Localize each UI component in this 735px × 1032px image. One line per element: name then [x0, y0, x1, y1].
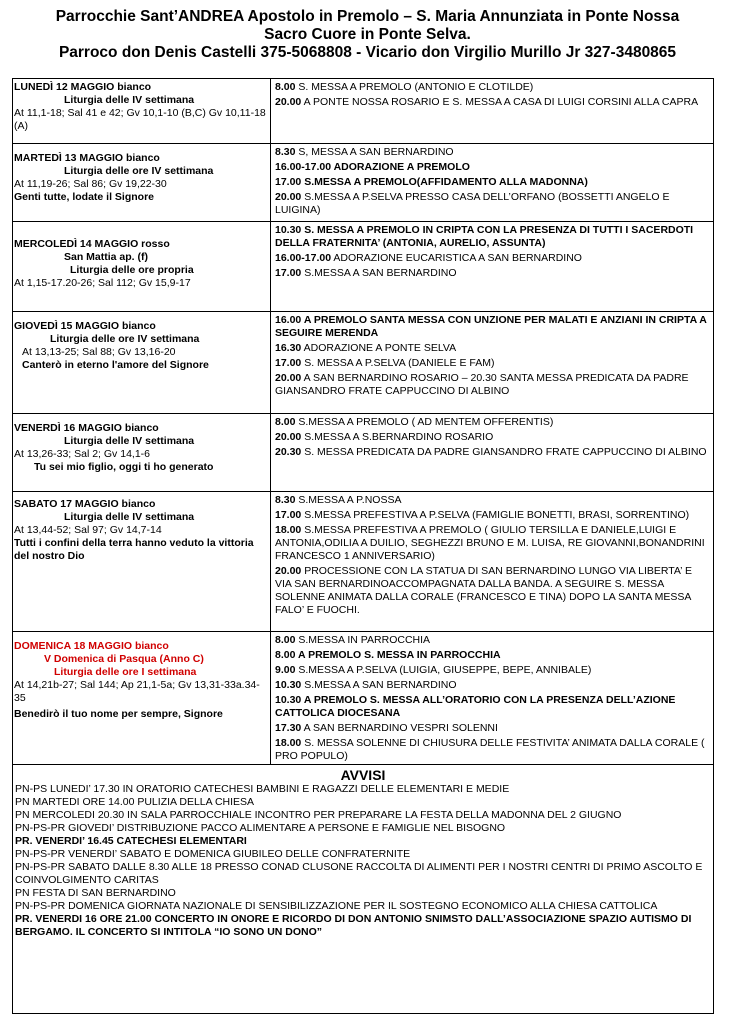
liturgy-week: Liturgia delle IV settimana	[64, 94, 195, 106]
event-text: ADORAZIONE A PONTE SELVA	[303, 342, 457, 354]
event-time: 17.30	[275, 722, 302, 734]
notice-item: PN FESTA DI SAN BERNARDINO	[15, 887, 176, 899]
event-time: 18.00	[275, 524, 302, 536]
readings: At 1,15-17.20-26; Sal 112; Gv 15,9-17	[14, 277, 191, 289]
event-time: 20.30	[275, 446, 302, 458]
day-row-friday	[13, 414, 713, 492]
day-row-thursday	[13, 312, 713, 414]
event-item	[275, 372, 709, 398]
event-time: 17.00	[275, 176, 302, 188]
liturgy-week: Liturgia delle ore I settimana	[54, 666, 197, 678]
event-text: S.MESSA A PREMOLO ( AD MENTEM OFFERENTIS)	[298, 416, 554, 428]
day-row-saturday	[13, 492, 713, 632]
events-cell	[271, 222, 713, 311]
day-title: GIOVEDÌ 15 MAGGIO bianco	[14, 320, 156, 332]
event-item	[275, 679, 709, 692]
liturgy-cell	[13, 144, 271, 221]
event-time: 20.00	[275, 565, 302, 577]
liturgy-cell	[13, 492, 271, 631]
event-time: 17.00	[275, 267, 302, 279]
event-time: 9.00	[275, 664, 296, 676]
sunday-name: V Domenica di Pasqua (Anno C)	[44, 653, 204, 665]
event-text: S.MESSA A S.BERNARDINO ROSARIO	[304, 431, 494, 443]
event-time: 10.30	[275, 694, 302, 706]
event-item	[275, 722, 709, 735]
event-text: S.MESSA A P.SELVA PRESSO CASA DELL’ORFANO (BOSSETTI ANGELO E LUIGINA)	[275, 191, 670, 216]
notice-item: PN MERCOLEDI 20.30 IN SALA PARROCCHIALE INCONTRO PER PREPARARE LA FESTA DELLA MADONNA DEL 2 GIUGNO	[15, 809, 622, 821]
event-text: S. MESSA A PREMOLO IN CRIPTA CON LA PRESENZA DI TUTTI I SACERDOTI DELLA FRATERNITA’ (ANTONIA, AURELIO, ASSUNTA)	[275, 224, 694, 249]
event-item	[275, 431, 709, 444]
event-time: 10.30	[275, 679, 302, 691]
feast-name: San Mattia ap. (f)	[64, 251, 149, 263]
antiphon: Benedirò il tuo nome per sempre, Signore	[14, 708, 223, 720]
readings: At 11,1-18; Sal 41 e 42; Gv 10,1-10 (B,C) Gv 10,11-18 (A)	[14, 107, 266, 132]
readings: At 14,21b-27; Sal 144; Ap 21,1-5a; Gv 13,31-33a.34-35	[14, 679, 260, 704]
event-time: 8.30	[275, 146, 296, 158]
notice-item: PN MARTEDI ORE 14.00 PULIZIA DELLA CHIESA	[15, 796, 255, 808]
event-text: S. MESSA A P.SELVA (DANIELE E FAM)	[304, 357, 495, 369]
antiphon: Genti tutte, lodate il Signore	[14, 191, 155, 203]
liturgy-cell	[13, 414, 271, 491]
header-parishes: Parrocchie Sant’ANDREA Apostolo in Premolo – S. Maria Annunziata in Ponte Nossa	[55, 8, 680, 25]
event-item	[275, 524, 709, 563]
day-row-sunday	[13, 632, 713, 765]
event-text: ADORAZIONE A PREMOLO	[333, 161, 470, 173]
notice-item: PN-PS-PR DOMENICA GIORNATA NAZIONALE DI SENSIBILIZZAZIONE PER IL SOSTEGNO ECONOMICO ALLA CHIESA CATTOLICA	[15, 900, 658, 912]
notice-item: PN-PS-PR GIOVEDI’ DISTRIBUZIONE PACCO ALIMENTARE A PERSONE E FAMIGLIE NEL BISOGNO	[15, 822, 506, 834]
event-time: 17.00	[275, 357, 302, 369]
day-title: VENERDÌ 16 MAGGIO bianco	[14, 422, 159, 434]
event-time: 18.00	[275, 737, 302, 749]
event-item	[275, 737, 709, 763]
event-time: 20.00	[275, 372, 302, 384]
day-title: MARTEDÌ 13 MAGGIO bianco	[14, 152, 160, 164]
events-cell	[271, 312, 713, 413]
event-text: S.MESSA A SAN BERNARDINO	[304, 679, 457, 691]
notices-section	[13, 765, 713, 941]
event-item	[275, 509, 709, 522]
event-text: S.MESSA A SAN BERNARDINO	[304, 267, 457, 279]
event-item	[275, 694, 709, 720]
event-text: A PREMOLO S. MESSA IN PARROCCHIA	[297, 649, 501, 661]
liturgy-cell	[13, 222, 271, 311]
event-item	[275, 664, 709, 677]
event-text: S. MESSA A PREMOLO (ANTONIO E CLOTILDE)	[298, 81, 534, 93]
day-row-monday	[13, 79, 713, 144]
event-time: 8.00	[275, 81, 296, 93]
event-text: S.MESSA A P.NOSSA	[298, 494, 402, 506]
event-text: S, MESSA A SAN BERNARDINO	[298, 146, 454, 158]
notice-item: PN-PS-PR SABATO DALLE 8.30 ALLE 18 PRESSO CONAD CLUSONE RACCOLTA DI ALIMENTI PER I NOSTRI CENTRI DI PRIMO ASCOLTO E COINVOLGIMENTO CARITAS	[15, 861, 703, 886]
liturgy-week: Liturgia delle ore IV settimana	[50, 333, 200, 345]
event-time: 8.00	[275, 416, 296, 428]
notices-title: AVVISI	[340, 767, 386, 783]
event-time: 10.30	[275, 224, 302, 236]
event-text: A PREMOLO S. MESSA ALL’ORATORIO CON LA PRESENZA DELL’AZIONE CATTOLICA DIOCESANA	[275, 694, 676, 719]
event-time: 20.00	[275, 191, 302, 203]
readings: At 13,44-52; Sal 97; Gv 14,7-14	[14, 524, 162, 536]
header-parish-3: Sacro Cuore in Ponte Selva.	[264, 26, 471, 43]
notice-item: PN-PS LUNEDI’ 17.30 IN ORATORIO CATECHESI BAMBINI E RAGAZZI DELLE ELEMENTARI E MEDIE	[15, 783, 510, 795]
event-item	[275, 81, 709, 94]
event-item	[275, 161, 709, 174]
event-text: A PREMOLO SANTA MESSA CON UNZIONE PER MALATI E ANZIANI IN CRIPTA A SEGUIRE MERENDA	[275, 314, 707, 339]
event-item	[275, 494, 709, 507]
event-text: A SAN BERNARDINO ROSARIO – 20.30 SANTA MESSA PREDICATA DA PADRE GIANSANDRO FRATE CAPPUCCINO DI ALBINO	[275, 372, 689, 397]
antiphon: Tutti i confini della terra hanno veduto la vittoria del nostro Dio	[14, 537, 254, 562]
event-time: 16.30	[275, 342, 302, 354]
day-title: DOMENICA 18 MAGGIO bianco	[14, 640, 169, 652]
events-cell	[271, 144, 713, 221]
day-title: MERCOLEDÌ 14 MAGGIO rosso	[14, 238, 170, 250]
event-item	[275, 252, 709, 265]
antiphon: Canterò in eterno l'amore del Signore	[22, 359, 209, 371]
event-item	[275, 176, 709, 189]
event-text: A PONTE NOSSA ROSARIO E S. MESSA A CASA DI LUIGI CORSINI ALLA CAPRA	[303, 96, 699, 108]
event-item	[275, 565, 709, 617]
page-header	[0, 8, 735, 62]
event-item	[275, 224, 709, 250]
event-text: ADORAZIONE EUCARISTICA A SAN BERNARDINO	[333, 252, 582, 264]
day-row-wednesday	[13, 222, 713, 312]
liturgy-cell	[13, 632, 271, 764]
event-item	[275, 446, 709, 459]
readings: At 13,13-25; Sal 88; Gv 13,16-20	[22, 346, 176, 358]
event-time: 8.00	[275, 649, 296, 661]
header-clergy: Parroco don Denis Castelli 375-5068808 - Vicario don Virgilio Murillo Jr 327-3480865	[58, 44, 677, 61]
events-cell	[271, 79, 713, 143]
event-time: 16.00-17.00	[275, 252, 332, 264]
event-item	[275, 634, 709, 647]
event-text: S.MESSA PREFESTIVA A PREMOLO ( GIULIO TERSILLA E DANIELE,LUIGI E ANTONIA,ODILIA A DUILIO, SEGHEZZI BRUNO E M. LUISA, RE GIOVANNI,BONANDRINI FRANCESCO 1 ANNIVERSARIO)	[275, 524, 705, 562]
notice-item: PR. VENERDI 16 ORE 21.00 CONCERTO IN ONORE E RICORDO DI DON ANTONIO SNIMSTO DALL’ASSOCIAZIONE SPAZIO AUTISMO DI BERGAMO. IL CONCERTO SI INTITOLA “IO SONO UN DONO”	[15, 913, 692, 938]
day-title: SABATO 17 MAGGIO bianco	[14, 498, 156, 510]
event-time: 20.00	[275, 431, 302, 443]
event-item	[275, 96, 709, 109]
event-time: 20.00	[275, 96, 302, 108]
event-text: S. MESSA SOLENNE DI CHIUSURA DELLE FESTIVITA’ ANIMATA DALLA CORALE ( PRO POPULO)	[275, 737, 705, 762]
event-text: S.MESSA PREFESTIVA A P.SELVA (FAMIGLIE BONETTI, BRASI, SORRENTINO)	[304, 509, 690, 521]
notice-item: PR. VENERDI’ 16.45 CATECHESI ELEMENTARI	[15, 835, 247, 847]
day-title: LUNEDÌ 12 MAGGIO bianco	[14, 81, 152, 93]
events-cell	[271, 414, 713, 491]
event-time: 16.00-17.00	[275, 161, 332, 173]
event-item	[275, 314, 709, 340]
event-item	[275, 267, 709, 280]
event-time: 8.00	[275, 634, 296, 646]
events-cell	[271, 632, 713, 764]
notice-item: PN-PS-PR VENERDI’ SABATO E DOMENICA GIUBILEO DELLE CONFRATERNITE	[15, 848, 411, 860]
liturgy-cell	[13, 312, 271, 413]
event-text: S.MESSA A P.SELVA (LUIGIA, GIUSEPPE, BEPE, ANNIBALE)	[298, 664, 592, 676]
event-item	[275, 191, 709, 217]
event-text: S.MESSA A PREMOLO(AFFIDAMENTO ALLA MADONNA)	[304, 176, 588, 188]
day-row-tuesday	[13, 144, 713, 222]
event-item	[275, 416, 709, 429]
liturgy-week: Liturgia delle ore propria	[70, 264, 194, 276]
liturgy-cell	[13, 79, 271, 143]
event-text: A SAN BERNARDINO VESPRI SOLENNI	[303, 722, 498, 734]
event-item	[275, 357, 709, 370]
readings: At 13,26-33; Sal 2; Gv 14,1-6	[14, 448, 150, 460]
weekly-schedule-sheet	[12, 78, 714, 1014]
event-time: 17.00	[275, 509, 302, 521]
events-cell	[271, 492, 713, 631]
liturgy-week: Liturgia delle IV settimana	[64, 435, 195, 447]
antiphon: Tu sei mio figlio, oggi ti ho generato	[34, 461, 214, 473]
readings: At 11,19-26; Sal 86; Gv 19,22-30	[14, 178, 167, 190]
liturgy-week: Liturgia delle ore IV settimana	[64, 165, 214, 177]
event-text: S.MESSA IN PARROCCHIA	[298, 634, 431, 646]
event-time: 8.30	[275, 494, 296, 506]
event-time: 16.00	[275, 314, 302, 326]
event-text: S. MESSA PREDICATA DA PADRE GIANSANDRO FRATE CAPPUCCINO DI ALBINO	[304, 446, 707, 458]
event-text: PROCESSIONE CON LA STATUA DI SAN BERNARDINO LUNGO VIA LIBERTA’ E VIA SAN BERNARDINOACCOMPAGNATA DALLA BANDA. A SEGUIRE S. MESSA SOLENNE ANIMATA DALLA CORALE (FRANCESCO E TINA) DOPO LA SANTA MESSA FALO’ E FUOCHI.	[275, 565, 693, 616]
event-item	[275, 146, 709, 159]
event-item	[275, 342, 709, 355]
liturgy-week: Liturgia delle IV settimana	[64, 511, 195, 523]
event-item	[275, 649, 709, 662]
